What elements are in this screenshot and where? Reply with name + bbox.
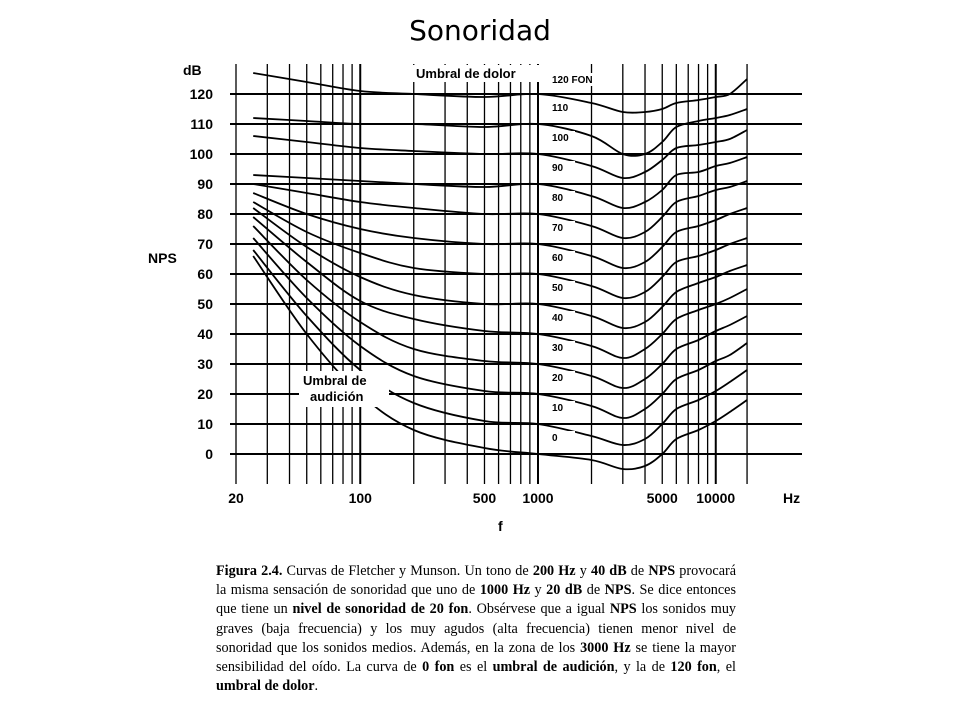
- curve-50: [253, 208, 747, 328]
- curve-label: 90: [552, 163, 564, 174]
- caption-bold: NPS: [648, 563, 676, 579]
- y-tick-label: 30: [197, 356, 213, 372]
- caption-text: Un tono de: [460, 563, 533, 579]
- caption-bold: 120 fon: [670, 659, 717, 676]
- x-tick-label: 500: [472, 490, 497, 506]
- y-tick-label: 120: [189, 86, 213, 102]
- caption-text: , y la de: [614, 659, 671, 676]
- figure-caption: [216, 562, 736, 696]
- curve-80: [253, 181, 747, 238]
- curve-label: 60: [552, 253, 564, 264]
- curve-label: 30: [552, 343, 564, 354]
- y-tick-label: 40: [197, 326, 213, 342]
- caption-bold: 200 Hz: [532, 563, 576, 579]
- caption-text: se tiene la mayor sensibilidad del oído. La curva de: [216, 639, 736, 676]
- y-tick-label: 70: [197, 236, 213, 252]
- y-tick-label: 50: [197, 296, 213, 312]
- curve-label: 120 FON: [552, 75, 593, 86]
- caption-text: , el: [716, 659, 736, 676]
- caption-bold: nivel de sonoridad de 20 fon: [292, 601, 469, 618]
- curve-label: 0: [552, 433, 558, 444]
- x-tick-label: 100: [348, 490, 372, 506]
- caption-bold: umbral de dolor: [216, 678, 315, 695]
- y-tick-label: 110: [190, 116, 213, 132]
- chart-curves: [253, 73, 747, 469]
- curve-label: 100: [552, 133, 569, 144]
- caption-title: Curvas de Fletcher y Munson.: [286, 563, 461, 579]
- caption-text: es el: [454, 659, 493, 676]
- caption-bold: 0 fon: [422, 659, 455, 676]
- curve-label: 80: [552, 193, 564, 204]
- chart-labels: [148, 62, 800, 534]
- caption-text: . Se dice entonces que tiene un: [216, 582, 737, 618]
- caption-bold: 1000 Hz: [479, 582, 531, 599]
- caption-bold: umbral de audición: [492, 659, 615, 676]
- slide-title: Sonoridad: [409, 14, 551, 47]
- caption-bold: 40 dB: [590, 563, 627, 579]
- x-tick-label: 20: [228, 490, 244, 506]
- caption-bold: 20 dB: [546, 582, 583, 599]
- y-tick-label: 10: [197, 416, 213, 432]
- pain-threshold-label: Umbral de dolor: [416, 66, 516, 81]
- x-axis-label: f: [498, 518, 503, 534]
- curve-90: [253, 157, 747, 208]
- curve-40: [253, 217, 747, 358]
- curve-label: 40: [552, 313, 564, 324]
- hearing-threshold-label-2: audición: [310, 389, 364, 404]
- caption-text: de: [626, 563, 649, 579]
- y-unit-label: dB: [183, 62, 202, 78]
- caption-text: de: [582, 582, 605, 599]
- curve-label: 20: [552, 373, 564, 384]
- x-tick-label: 10000: [696, 490, 736, 506]
- caption-text: .: [314, 678, 319, 695]
- x-tick-label: 1000: [522, 490, 554, 506]
- y-tick-label: 80: [197, 206, 213, 222]
- y-tick-label: 20: [197, 386, 213, 402]
- y-tick-label: 100: [189, 146, 213, 162]
- caption-fig-label: Figura 2.4.: [216, 563, 283, 579]
- curve-label: 10: [552, 403, 564, 414]
- caption-text: . Obsérvese que a igual: [468, 601, 610, 618]
- caption-bold: 3000 Hz: [580, 639, 631, 656]
- caption-bold: NPS: [604, 582, 632, 599]
- curve-60: [253, 202, 747, 298]
- caption-text: provocará la misma sensación de sonoridad que uno de: [216, 563, 737, 599]
- caption-bold: NPS: [609, 601, 637, 618]
- y-tick-label: 60: [197, 266, 213, 282]
- y-tick-label: 0: [205, 446, 213, 462]
- curve-label: 50: [552, 283, 564, 294]
- x-unit-label: Hz: [783, 490, 801, 506]
- curve-label: 70: [552, 223, 564, 234]
- caption-text: los sonidos muy graves (baja frecuencia) y los muy agudos (alta frecuencia) tienen menor nivel de sonoridad que los sonidos medios. Además, en la zona de los: [216, 601, 737, 656]
- x-tick-label: 5000: [646, 490, 678, 506]
- y-tick-label: 90: [197, 176, 213, 192]
- y-axis-label: NPS: [148, 250, 177, 266]
- curve-label: 110: [552, 103, 569, 114]
- caption-text: y: [530, 582, 547, 599]
- hearing-threshold-label-1: Umbral de: [303, 373, 367, 388]
- caption-text: y: [575, 563, 591, 579]
